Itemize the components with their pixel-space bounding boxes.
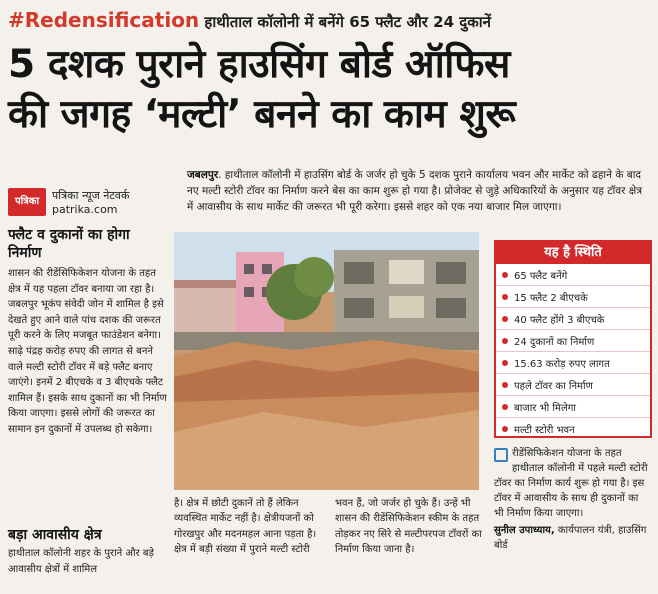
body-column-2: भवन हैं, जो जर्जर हो चुके हैं। उन्हें भी शासन की रीडेंसिफिकेशन स्कीम के तहत तोड़कर नए सिरे से मल्टीपरपज टॉवरों का निर्माण किया जाना है।	[335, 498, 482, 555]
kicker-text: हाथीताल कॉलोनी में बनेंगे 65 फ्लैट और 24 दुकानें	[204, 13, 491, 31]
kicker-line	[8, 6, 653, 34]
body-residential: हाथीताल कॉलोनी शहर के पुराने और बड़े आवासीय क्षेत्रों में शामिल	[8, 548, 154, 575]
quote-name: सुनील उपाध्याय,	[494, 525, 555, 536]
network-name: पत्रिका न्यूज नेटवर्क	[52, 189, 130, 202]
bullet-icon	[502, 338, 508, 344]
status-item: 40 फ्लैट होंगे 3 बीएचके	[496, 308, 650, 330]
lead-text: . हाथीताल कॉलोनी में हाउसिंग बोर्ड के जर्जर हो चुके 5 दशक पुराने कार्यालय भवन और मार्केट को ढहाने के बाद नए मल्टी स्टोरी टॉवर का निर्माण करने बेस का काम शुरू हो गया है। प्रोजेक्ट से जुड़े अधिकारियों के अनुसार यह टॉवर क्षेत्र में आवासीय के साथ मार्केट की जरूरत भी पूरी करेगा। इससे शहर को एक नया बाजार मिल जाएगा।	[187, 169, 643, 213]
bullet-icon	[502, 360, 508, 366]
status-item: पहले टॉवर का निर्माण	[496, 374, 650, 396]
bullet-icon	[502, 426, 508, 432]
quote-text: रीडेंसिफिकेशन योजना के तहत हाथीताल कॉलोनी में पहले मल्टी स्टोरी टॉवर का निर्माण कार्य शुरू हो गया है। इस टॉवर में आवासीय के साथ ही दुकानों का भी निर्माण किया जाएगा।	[494, 448, 648, 519]
status-item: 65 फ्लैट बनेंगे	[496, 264, 650, 286]
byline	[8, 188, 178, 216]
body-flats: शासन की रीडेंसिफिकेशन योजना के तहत क्षेत्र में यह पहला टॉवर बनाया जा रहा है। जबलपुर भूकंप संवेदी जोन में शामिल है इसे देखते हुए आने वाले पांच दशक की जरूरत पूरी करने के लिए मजबूत फाउंडेशन बनेगा। साढ़े पंद्रह करोड़ रुपए की लागत से बनने वाले मल्टी स्टोरी टॉवर में बड़े फ्लैट बनाए जाएंगे। इनमें 2 बीएचके व 3 बीएचके फ्लैट शामिल हैं। इसके साथ दुकानों का भी निर्माण किया जाएगा। इससे लोगों की जरूरत का सामान इन दुकानों में उपलब्ध हो सकेगा।	[8, 268, 167, 435]
quote-role: कार्यपालन यंत्री, हाउसिंग बोर्ड	[494, 525, 647, 551]
quote-attribution	[494, 523, 650, 553]
patrika-logo: पत्रिका	[8, 188, 46, 216]
status-item: 15 फ्लैट 2 बीएचके	[496, 286, 650, 308]
hashtag: #Redensification	[8, 8, 200, 32]
bullet-icon	[502, 272, 508, 278]
headline	[8, 40, 653, 140]
status-item: मल्टी स्टोरी भवन	[496, 418, 650, 439]
bullet-icon	[502, 316, 508, 322]
status-item: 15.63 करोड़ रुपए लागत	[496, 352, 650, 374]
status-item: 24 दुकानों का निर्माण	[496, 330, 650, 352]
subhead-flats: फ्लैट व दुकानों का होगा निर्माण	[8, 227, 130, 261]
site-photo	[174, 232, 479, 490]
status-item: बाजार भी मिलेगा	[496, 396, 650, 418]
body-column-1: है। क्षेत्र में छोटी दुकानें तो हैं लेकिन व्यवस्थित मार्केट नहीं है। क्षेत्रीयजनों को गोरखपुर और मदनमहल आना पड़ता है। क्षेत्र में बड़ी संख्या में पुराने मल्टी स्टोरी	[174, 498, 317, 555]
status-box	[494, 240, 652, 438]
lead-paragraph	[187, 167, 649, 215]
status-box-title: यह है स्थिति	[496, 242, 650, 264]
bullet-icon	[502, 404, 508, 410]
construction-site-image	[174, 232, 479, 490]
subhead-residential: बड़ा आवासीय क्षेत्र	[8, 527, 102, 543]
left-column	[8, 226, 168, 438]
bullet-icon	[502, 294, 508, 300]
headline-line-1: 5 दशक पुराने हाउसिंग बोर्ड ऑफिस	[8, 42, 510, 87]
headline-line-2: की जगह ‘मल्टी’ बनने का काम शुरू	[8, 92, 516, 137]
quote-icon	[494, 448, 508, 462]
official-quote	[494, 446, 650, 553]
bullet-icon	[502, 382, 508, 388]
dateline: जबलपुर	[187, 169, 219, 181]
site-url: patrika.com	[52, 203, 118, 216]
